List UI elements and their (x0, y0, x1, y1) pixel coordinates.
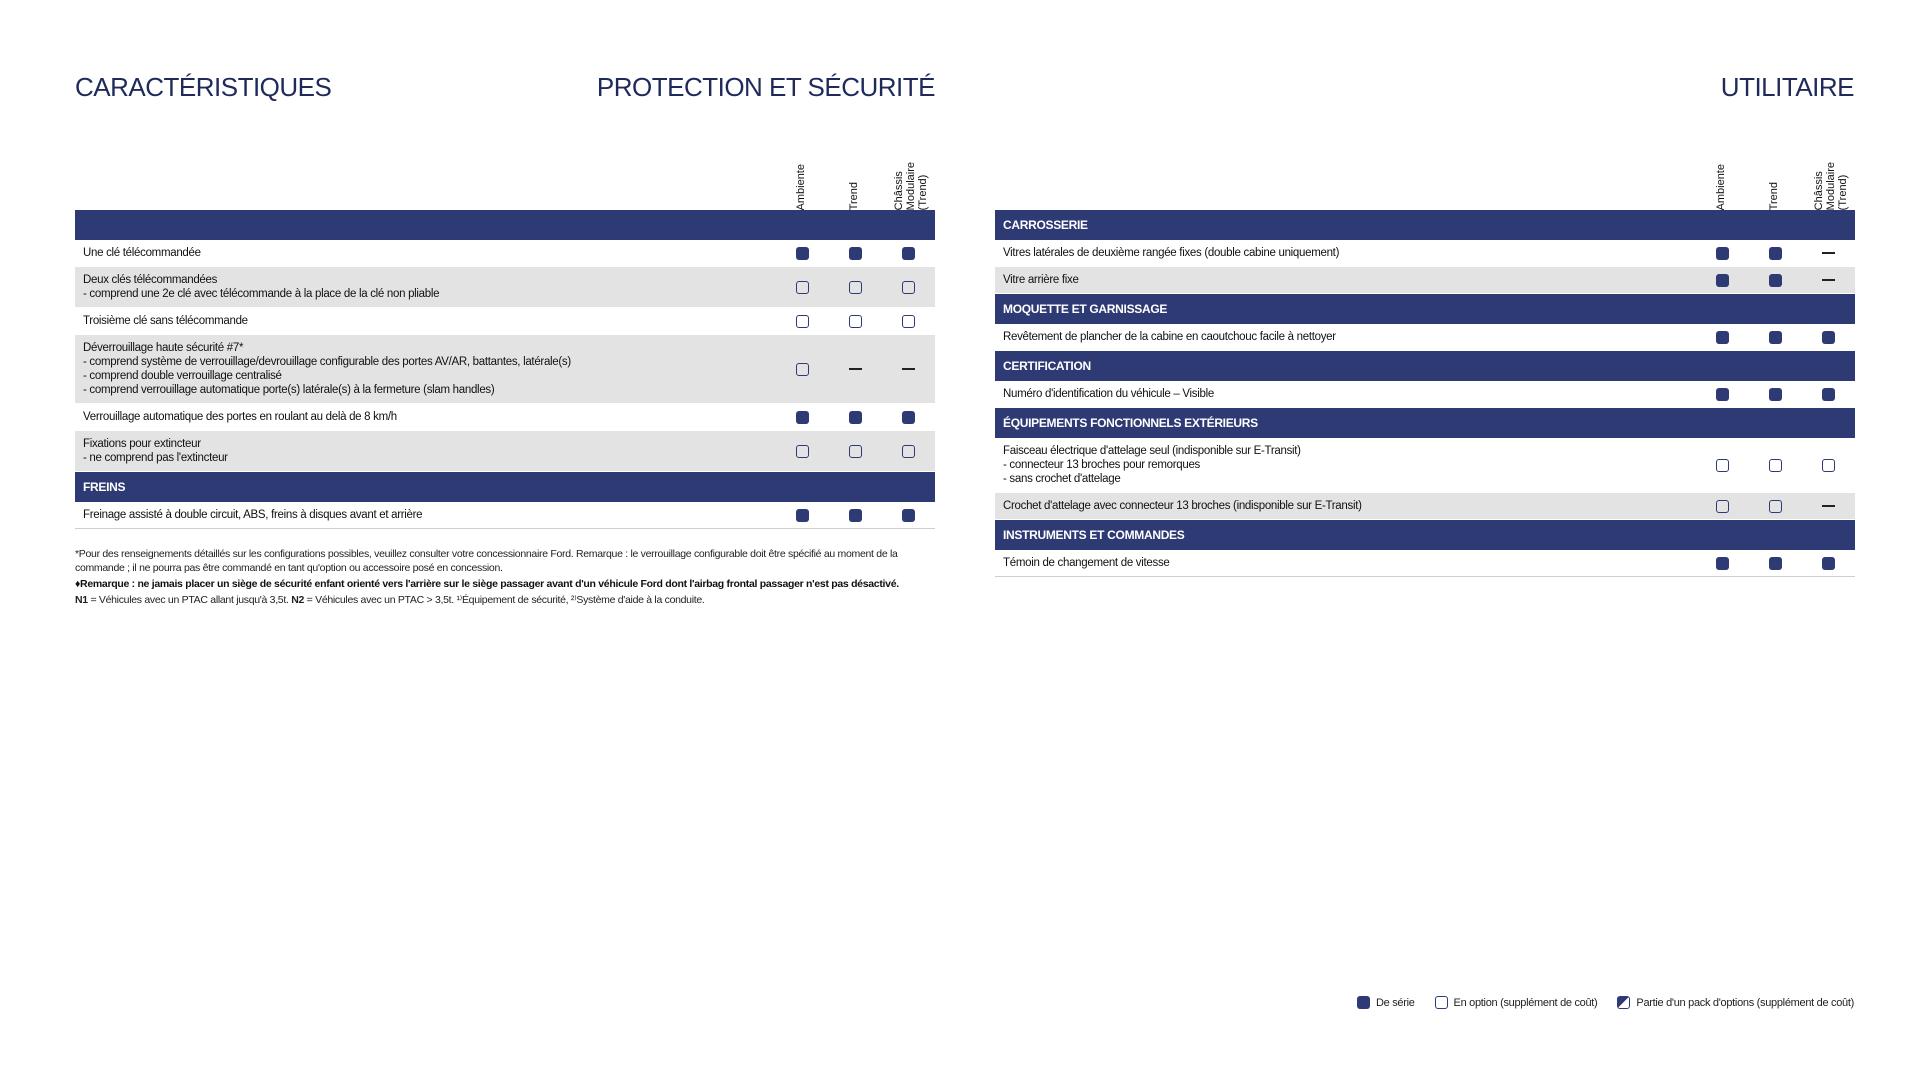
not-available-dash-icon (1822, 505, 1835, 507)
mark-cell (1749, 493, 1802, 520)
standard-square-icon (1769, 557, 1782, 570)
standard-square-icon (849, 509, 862, 522)
standard-square-icon (1769, 388, 1782, 401)
mark-cell (1802, 324, 1855, 351)
section-header (995, 351, 1855, 382)
legend-pack (1617, 996, 1854, 1009)
standard-square-icon (849, 247, 862, 260)
mark-cell (829, 502, 882, 529)
n2-label: N2 (291, 594, 305, 606)
col-header-chassis: Châssis Modulaire (Trend) (893, 161, 929, 210)
mark-cell (1802, 493, 1855, 520)
col-header-trend: Trend (1768, 181, 1780, 210)
table-row (75, 335, 935, 404)
mark-cell (1749, 438, 1802, 493)
standard-square-icon (1822, 557, 1835, 570)
mark-cell (829, 431, 882, 472)
not-available-dash-icon (849, 368, 862, 370)
option-square-icon (902, 445, 915, 458)
mark-cell (829, 240, 882, 267)
not-available-dash-icon (902, 368, 915, 370)
option-square-icon (1769, 500, 1782, 513)
table-row (75, 240, 935, 267)
legend (1337, 996, 1854, 1009)
col-header-ambiente: Ambiente (1715, 163, 1727, 210)
option-square-icon (902, 315, 915, 328)
col-header-trend: Trend (848, 181, 860, 210)
mark-cell (1696, 240, 1749, 267)
option-square-icon (1822, 459, 1835, 472)
row-label: Vitres latérales de deuxième rangée fixes (double cabine uniquement) (995, 240, 1696, 267)
mark-cell (1802, 240, 1855, 267)
section-header (995, 520, 1855, 551)
standard-square-icon (902, 509, 915, 522)
section-header (995, 294, 1855, 325)
standard-square-icon (796, 247, 809, 260)
empty-square-icon (1435, 996, 1448, 1009)
right-spec-table (995, 210, 1855, 577)
mark-cell (1749, 324, 1802, 351)
mark-cell (776, 502, 829, 529)
footnote-config: *Pour des renseignements détaillés sur les configurations possibles, veuillez consulter votre concessionnaire Ford. Remarque : le verrouillage configurable doit être spécifié au moment de la commande ; il ne pourra pas être commandé en tant qu'option ou accessoire posé en concession. (75, 548, 898, 574)
page-title-left: CARACTÉRISTIQUES (75, 72, 332, 102)
mark-cell (1696, 267, 1749, 294)
left-spec-table (75, 210, 935, 529)
table-row (75, 404, 935, 431)
not-available-dash-icon (1822, 279, 1835, 281)
row-label: Freinage assisté à double circuit, ABS, freins à disques avant et arrière (75, 502, 776, 529)
mark-cell (882, 240, 935, 267)
table-row (75, 502, 935, 529)
section-title: MOQUETTE ET GARNISSAGE (995, 294, 1855, 325)
legend-option-label: En option (supplément de coût) (1453, 996, 1598, 1009)
mark-cell (1696, 381, 1749, 408)
section-header (995, 210, 1855, 240)
option-square-icon (796, 281, 809, 294)
mark-cell (1749, 381, 1802, 408)
mark-cell (829, 404, 882, 431)
option-square-icon (849, 281, 862, 294)
standard-square-icon (1716, 274, 1729, 287)
table-row (995, 438, 1855, 493)
table-row (75, 308, 935, 335)
half-filled-square-icon (1617, 996, 1630, 1009)
standard-square-icon (902, 247, 915, 260)
mark-cell (1749, 240, 1802, 267)
table-row (75, 267, 935, 308)
standard-square-icon (796, 509, 809, 522)
mark-cell (829, 308, 882, 335)
standard-square-icon (1716, 247, 1729, 260)
option-square-icon (849, 445, 862, 458)
mark-cell (1802, 550, 1855, 577)
row-label: Déverrouillage haute sécurité #7* - comprend système de verrouillage/devrouillage configurable des portes AV/AR, battantes, latérale(s) - comprend double verrouillage centralisé - comprend verrouillage automatique porte(s) latérale(s) à la fermeture (slam handles) (75, 335, 776, 404)
legend-option (1435, 996, 1598, 1009)
row-label: Vitre arrière fixe (995, 267, 1696, 294)
mark-cell (1802, 267, 1855, 294)
section-header (75, 472, 935, 503)
footnote-child-seat: ♦Remarque : ne jamais placer un siège de sécurité enfant orienté vers l'arrière sur le siège passager avant d'un véhicule Ford dont l'airbag frontal passager n'est pas désactivé. (75, 578, 899, 590)
table-row (995, 493, 1855, 520)
right-column-headers (995, 150, 1855, 210)
not-available-dash-icon (1822, 252, 1835, 254)
row-label: Fixations pour extincteur - ne comprend pas l'extincteur (75, 431, 776, 472)
table-row (995, 324, 1855, 351)
row-label: Témoin de changement de vitesse (995, 550, 1696, 577)
section-title: FREINS (75, 472, 935, 503)
mark-cell (1802, 438, 1855, 493)
n1-label: N1 (75, 594, 88, 606)
standard-square-icon (1716, 557, 1729, 570)
row-label: Une clé télécommandée (75, 240, 776, 267)
row-label: Verrouillage automatique des portes en roulant au delà de 8 km/h (75, 404, 776, 431)
n2-desc: = Véhicules avec un PTAC > 3,5t. ¹⁾Équipement de sécurité, ²⁾Système d'aide à la conduite. (304, 594, 705, 606)
row-label: Troisième clé sans télécommande (75, 308, 776, 335)
standard-square-icon (1769, 331, 1782, 344)
mark-cell (1696, 493, 1749, 520)
section-header (995, 408, 1855, 439)
row-label: Numéro d'identification du véhicule – Visible (995, 381, 1696, 408)
right-spec-panel (995, 150, 1855, 577)
mark-cell (1696, 550, 1749, 577)
mark-cell (829, 267, 882, 308)
row-label: Crochet d'attelage avec connecteur 13 broches (indisponible sur E-Transit) (995, 493, 1696, 520)
row-label: Faisceau électrique d'attelage seul (indisponible sur E-Transit) - connecteur 13 broches pour remorques - sans crochet d'attelage (995, 438, 1696, 493)
table-row (995, 240, 1855, 267)
option-square-icon (902, 281, 915, 294)
footnotes (75, 547, 935, 609)
section-title: INSTRUMENTS ET COMMANDES (995, 520, 1855, 551)
mark-cell (1749, 550, 1802, 577)
standard-square-icon (796, 411, 809, 424)
table-row (75, 431, 935, 472)
option-square-icon (1716, 459, 1729, 472)
option-square-icon (796, 315, 809, 328)
col-header-ambiente: Ambiente (795, 163, 807, 210)
mark-cell (1802, 381, 1855, 408)
option-square-icon (1769, 459, 1782, 472)
section-title: ÉQUIPEMENTS FONCTIONNELS EXTÉRIEURS (995, 408, 1855, 439)
n1-desc: = Véhicules avec un PTAC allant jusqu'à 3,5t. (87, 594, 292, 606)
mark-cell (1696, 324, 1749, 351)
mark-cell (776, 404, 829, 431)
left-spec-panel (75, 150, 935, 529)
mark-cell (776, 267, 829, 308)
legend-standard (1357, 996, 1415, 1009)
mark-cell (1749, 267, 1802, 294)
mark-cell (882, 502, 935, 529)
row-label: Revêtement de plancher de la cabine en caoutchouc facile à nettoyer (995, 324, 1696, 351)
mark-cell (882, 267, 935, 308)
standard-square-icon (1822, 388, 1835, 401)
standard-square-icon (1769, 247, 1782, 260)
section-header (75, 210, 935, 240)
row-label: Deux clés télécommandées - comprend une 2e clé avec télécommande à la place de la clé non pliable (75, 267, 776, 308)
standard-square-icon (1716, 331, 1729, 344)
standard-square-icon (902, 411, 915, 424)
mark-cell (776, 335, 829, 404)
option-square-icon (849, 315, 862, 328)
page-title-right: UTILITAIRE (1720, 72, 1854, 102)
option-square-icon (796, 363, 809, 376)
footnote-vehicle-classes (75, 593, 935, 607)
option-square-icon (1716, 500, 1729, 513)
mark-cell (776, 431, 829, 472)
page-title-center: PROTECTION ET SÉCURITÉ (596, 72, 935, 102)
legend-pack-label: Partie d'un pack d'options (supplément de coût) (1636, 996, 1854, 1009)
mark-cell (882, 431, 935, 472)
mark-cell (882, 308, 935, 335)
standard-square-icon (849, 411, 862, 424)
standard-square-icon (1716, 388, 1729, 401)
table-row (995, 267, 1855, 294)
section-title (75, 210, 935, 240)
standard-square-icon (1822, 331, 1835, 344)
left-column-headers (75, 150, 935, 210)
mark-cell (882, 335, 935, 404)
legend-standard-label: De série (1375, 996, 1415, 1009)
mark-cell (1696, 438, 1749, 493)
mark-cell (882, 404, 935, 431)
filled-square-icon (1357, 996, 1370, 1009)
mark-cell (776, 308, 829, 335)
section-title: CARROSSERIE (995, 210, 1855, 240)
mark-cell (829, 335, 882, 404)
option-square-icon (796, 445, 809, 458)
table-row (995, 550, 1855, 577)
table-row (995, 381, 1855, 408)
col-header-chassis: Châssis Modulaire (Trend) (1813, 161, 1849, 210)
standard-square-icon (1769, 274, 1782, 287)
mark-cell (776, 240, 829, 267)
section-title: CERTIFICATION (995, 351, 1855, 382)
